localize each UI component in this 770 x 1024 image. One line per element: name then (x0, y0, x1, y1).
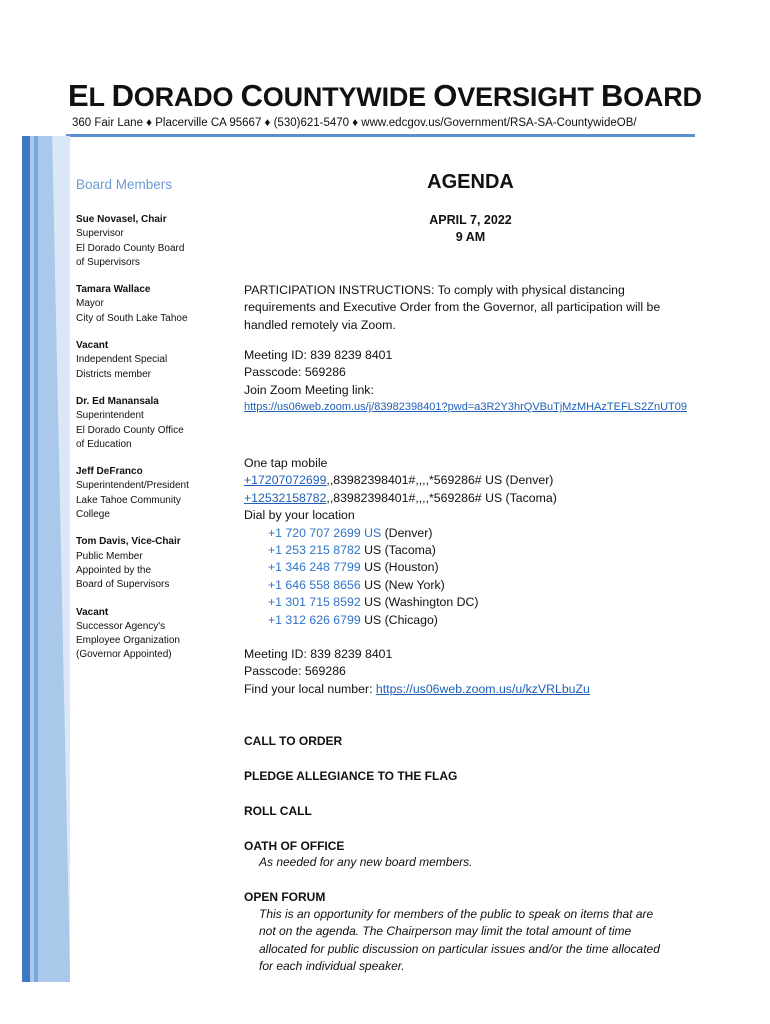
zoom-details-repeat (244, 646, 744, 698)
join-label: Join Zoom Meeting link: (244, 382, 374, 397)
dial-row (244, 594, 744, 611)
dial-number[interactable]: +1 301 715 8592 (268, 595, 361, 610)
local-number-row (244, 681, 744, 698)
board-member (76, 339, 226, 382)
member-name: Vacant (76, 606, 109, 618)
instructions-line: PARTICIPATION INSTRUCTIONS: To comply with physical distancing (244, 283, 625, 297)
one-tap-row (244, 490, 744, 507)
dial-place: US (New York) (360, 577, 445, 592)
title-part: OUNTYWIDE (262, 82, 434, 112)
instructions-line: handled remotely via Zoom. (244, 317, 396, 332)
section-pledge: PLEDGE ALLEGIANCE TO THE FLAG (244, 769, 458, 783)
member-role: (Governor Appointed) (76, 649, 172, 661)
meeting-id: Meeting ID: 839 8239 8401 (244, 647, 393, 661)
note-line: for each individual speaker. (259, 959, 405, 974)
member-role: El Dorado County Office (76, 424, 184, 436)
board-member (76, 535, 226, 592)
dial-row (244, 542, 744, 559)
member-role: Employee Organization (76, 635, 180, 647)
member-role: of Education (76, 438, 132, 450)
local-number-link[interactable]: https://us06web.zoom.us/u/kzVRLbuZu (375, 681, 590, 696)
section-oath: OATH OF OFFICE (244, 839, 345, 853)
title-part: L (88, 82, 112, 112)
meeting-id: Meeting ID: 839 8239 8401 (244, 348, 393, 362)
member-name: Sue Novasel, Chair (76, 214, 167, 225)
title-initial: D (111, 78, 134, 113)
board-member (76, 283, 226, 326)
title-part: OARD (623, 82, 702, 112)
board-title (68, 78, 702, 114)
member-role: Successor Agency's (76, 620, 166, 632)
dial-place: US (Chicago) (360, 612, 438, 627)
dial-place: (Denver) (381, 525, 433, 540)
board-member (76, 213, 226, 270)
member-role: Board of Supervisors (76, 579, 170, 591)
one-tap-link[interactable]: +12532158782 (244, 490, 327, 505)
oath-note: As needed for any new board members. (259, 855, 473, 869)
zoom-join-link[interactable]: https://us06web.zoom.us/j/83982398401?pwd=a3R2Y3hrQVBuTjMzMHAzTEFLS2ZnUT09 (244, 401, 687, 414)
instructions-line: requirements and Executive Order from the Governor, all participation will be (244, 300, 661, 315)
agenda-title: AGENDA (427, 171, 514, 193)
title-initial: B (600, 78, 624, 113)
section-call-to-order: CALL TO ORDER (244, 734, 343, 748)
member-role: College (76, 509, 110, 521)
dial-number[interactable]: +1 346 248 7799 (268, 560, 361, 575)
passcode: Passcode: 569286 (244, 664, 346, 679)
board-member (76, 606, 226, 663)
one-tap-label: One tap mobile (244, 456, 328, 470)
address-line: 360 Fair Lane ♦ Placerville CA 95667 ♦ (530)621-5470 ♦ www.edcgov.us/Government/RSA-SA-CountywideOB/ (72, 117, 637, 129)
title-part: ORADO (133, 82, 241, 112)
title-initial: E (68, 78, 89, 113)
note-line: This is an opportunity for members of the public to speak on items that are (259, 907, 654, 921)
one-tap-row (244, 472, 744, 489)
board-member (76, 465, 226, 522)
member-role: Supervisor (76, 228, 124, 240)
member-role: Lake Tahoe Community (76, 494, 181, 506)
member-role: Independent Special (76, 354, 168, 366)
member-name: Tamara Wallace (76, 284, 151, 296)
member-role: Superintendent (76, 410, 144, 422)
section-open-forum: OPEN FORUM (244, 890, 326, 904)
agenda-date-block (378, 212, 563, 246)
note-line: allocated for public discussion on particular issues and/or the time allocated (259, 941, 660, 956)
one-tap-suffix: ,,83982398401#,,,,*569286# US (Tacoma) (326, 490, 557, 505)
note-line: not on the agenda. The Chairperson may limit the total amount of time (259, 924, 632, 939)
phone-dial-in (244, 455, 744, 629)
dial-place: US (Houston) (360, 560, 439, 575)
dial-label: Dial by your location (244, 508, 355, 523)
member-role: City of South Lake Tahoe (76, 312, 188, 324)
member-role: Mayor (76, 298, 104, 310)
dial-number[interactable]: +1 646 558 8656 (268, 577, 361, 592)
dial-row (244, 612, 744, 629)
title-part: VERSIGHT (457, 82, 601, 112)
local-number-label: Find your local number: (244, 681, 376, 696)
member-name: Tom Davis, Vice-Chair (76, 536, 181, 548)
dial-place: US (Tacoma) (360, 543, 436, 558)
dial-row (244, 525, 744, 542)
member-name: Vacant (76, 340, 109, 352)
one-tap-suffix: ,,83982398401#,,,,*569286# US (Denver) (326, 473, 554, 488)
board-member (76, 395, 226, 452)
member-name: Jeff DeFranco (76, 466, 143, 478)
member-role: Appointed by the (76, 564, 152, 576)
agenda-date: APRIL 7, 2022 (429, 213, 512, 227)
section-roll-call: ROLL CALL (244, 804, 312, 818)
zoom-details (244, 347, 744, 417)
agenda-time: 9 AM (455, 230, 486, 244)
member-name: Dr. Ed Manansala (76, 395, 159, 407)
member-role: El Dorado County Board (76, 242, 185, 254)
member-role: Superintendent/President (76, 480, 189, 492)
dial-row (244, 577, 744, 594)
passcode: Passcode: 569286 (244, 365, 346, 380)
dial-row (244, 559, 744, 576)
board-members-list (76, 213, 226, 676)
dial-place: US (Washington DC) (360, 595, 479, 610)
dial-number[interactable]: +1 312 626 6799 (268, 612, 361, 627)
title-initial: C (240, 78, 263, 113)
member-role: Districts member (76, 368, 152, 380)
board-members-heading: Board Members (76, 177, 173, 192)
one-tap-link[interactable]: +17207072699 (244, 473, 327, 488)
sidebar-decorative-band (22, 136, 70, 982)
title-initial: O (433, 78, 458, 113)
open-forum-note (259, 906, 699, 976)
member-role: Public Member (76, 550, 143, 562)
header-rule (66, 134, 695, 137)
participation-instructions (244, 282, 744, 334)
member-role: of Supervisors (76, 256, 140, 268)
dial-number[interactable]: +1 253 215 8782 (268, 543, 361, 558)
dial-number[interactable]: +1 720 707 2699 US (268, 525, 382, 540)
